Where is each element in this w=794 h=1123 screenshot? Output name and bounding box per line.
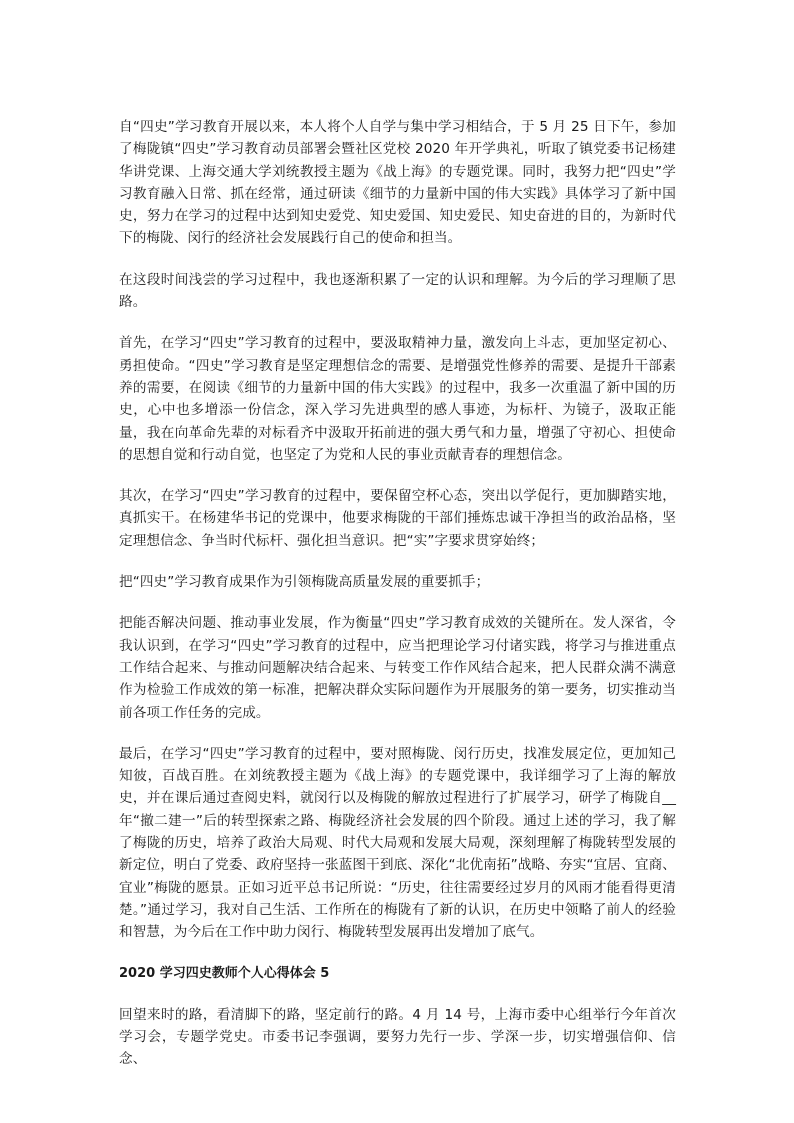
paragraph-8: 回望来时的路，看清脚下的路，坚定前行的路。4 月 14 号，上海市委中心组举行今年首次学习会，专题学党史。市委书记李强调，要努力先行一步、学深一步，切实增强信仰、信念、	[119, 1006, 676, 1068]
paragraph-1: 自“四史”学习教育开展以来，本人将个人自学与集中学习相结合，于 5 月 25 日下午，参加了梅陇镇“四史”学习教育动员部署会暨社区党校 2020 年开学典礼，听取了镇党委书记杨建华讲党课、上海交通大学刘统教授主题为《战上海》的专题党课。同时，我努力把“四史”学习教育融入日常、抓在经常，通过研读《细节的力量新中国的伟大实践》具体学习了新中国史，努力在学习的过程中达到知史爱党、知史爱国、知史爱民、知史奋进的目的，为新时代下的梅陇、闵行的经济社会发展践行自己的使命和担当。	[119, 119, 676, 247]
paragraph-7: 最后，在学习“四史”学习教育的过程中，要对照梅陇、闵行历史，找准发展定位，更加知己知彼，百战百胜。在刘统教授主题为《战上海》的专题党课中，我详细学习了上海的解放史，并在课后通过查阅史料，就闵行以及梅陇的解放过程进行了扩展学习，研学了梅陇自__年“撤二建一”后的转型探索之路、梅陇经济社会发展的四个阶段。通过上述的学习，我了解了梅陇的历史，培养了政治大局观、时代大局观和发展大局观，深刻理解了梅陇转型发展的新定位，明白了党委、政府坚持一张蓝图干到底、深化“北优南拓”战略、夯实“宜居、宜商、宜业”梅陇的愿景。正如习近平总书记所说：“历史，往往需要经过岁月的风雨才能看得更清楚。”通过学习，我对自己生活、工作所在的梅陇有了新的认识，在历史中领略了前人的经验和智慧，为今后在工作中助力闵行、梅陇转型发展再出发增加了底气。	[119, 745, 676, 941]
paragraph-2: 在这段时间浅尝的学习过程中，我也逐渐积累了一定的认识和理解。为今后的学习理顺了思路。	[119, 271, 676, 311]
section-heading: 2020 学习四史教师个人心得体会 5	[119, 965, 330, 981]
paragraph-4: 其次，在学习“四史”学习教育的过程中，要保留空杯心态，突出以学促行，更加脚踏实地，真抓实干。在杨建华书记的党课中，他要求梅陇的干部们捶炼忠诚干净担当的政治品格，坚定理想信念、争当时代标杆、强化担当意识。把“实”字要求贯穿始终；	[119, 488, 676, 549]
document-body	[119, 116, 676, 1070]
paragraph-6: 把能否解决问题、推动事业发展，作为衡量“四史”学习教育成效的关键所在。发人深省，令我认识到，在学习“四史”学习教育的过程中，应当把理论学习付诸实践，将学习与推进重点工作结合起来、与推动问题解决结合起来、与转变工作作风结合起来，把人民群众满不满意作为检验工作成效的第一标准，把解决群众实际问题作为开展服务的第一要务，切实推动当前各项工作任务的完成。	[119, 615, 676, 721]
paragraph-5: 把“四史”学习教育成果作为引领梅陇高质量发展的重要抓手；	[119, 574, 490, 591]
paragraph-3: 首先，在学习“四史”学习教育的过程中，要汲取精神力量，激发向上斗志，更加坚定初心、勇担使命。“四史”学习教育是坚定理想信念的需要、是增强党性修养的需要、是提升干部素养的需要，在阅读《细节的力量新中国的伟大实践》的过程中，我多一次重温了新中国的历史，心中也多增添一份信念，深入学习先进典型的感人事迹，为标杆、为镜子，汲取正能量，我在向革命先辈的对标看齐中汲取开拓前进的强大勇气和力量，增强了守初心、担使命的思想自觉和行动自觉，也坚定了为党和人民的事业贡献青春的理想信念。	[119, 335, 676, 463]
